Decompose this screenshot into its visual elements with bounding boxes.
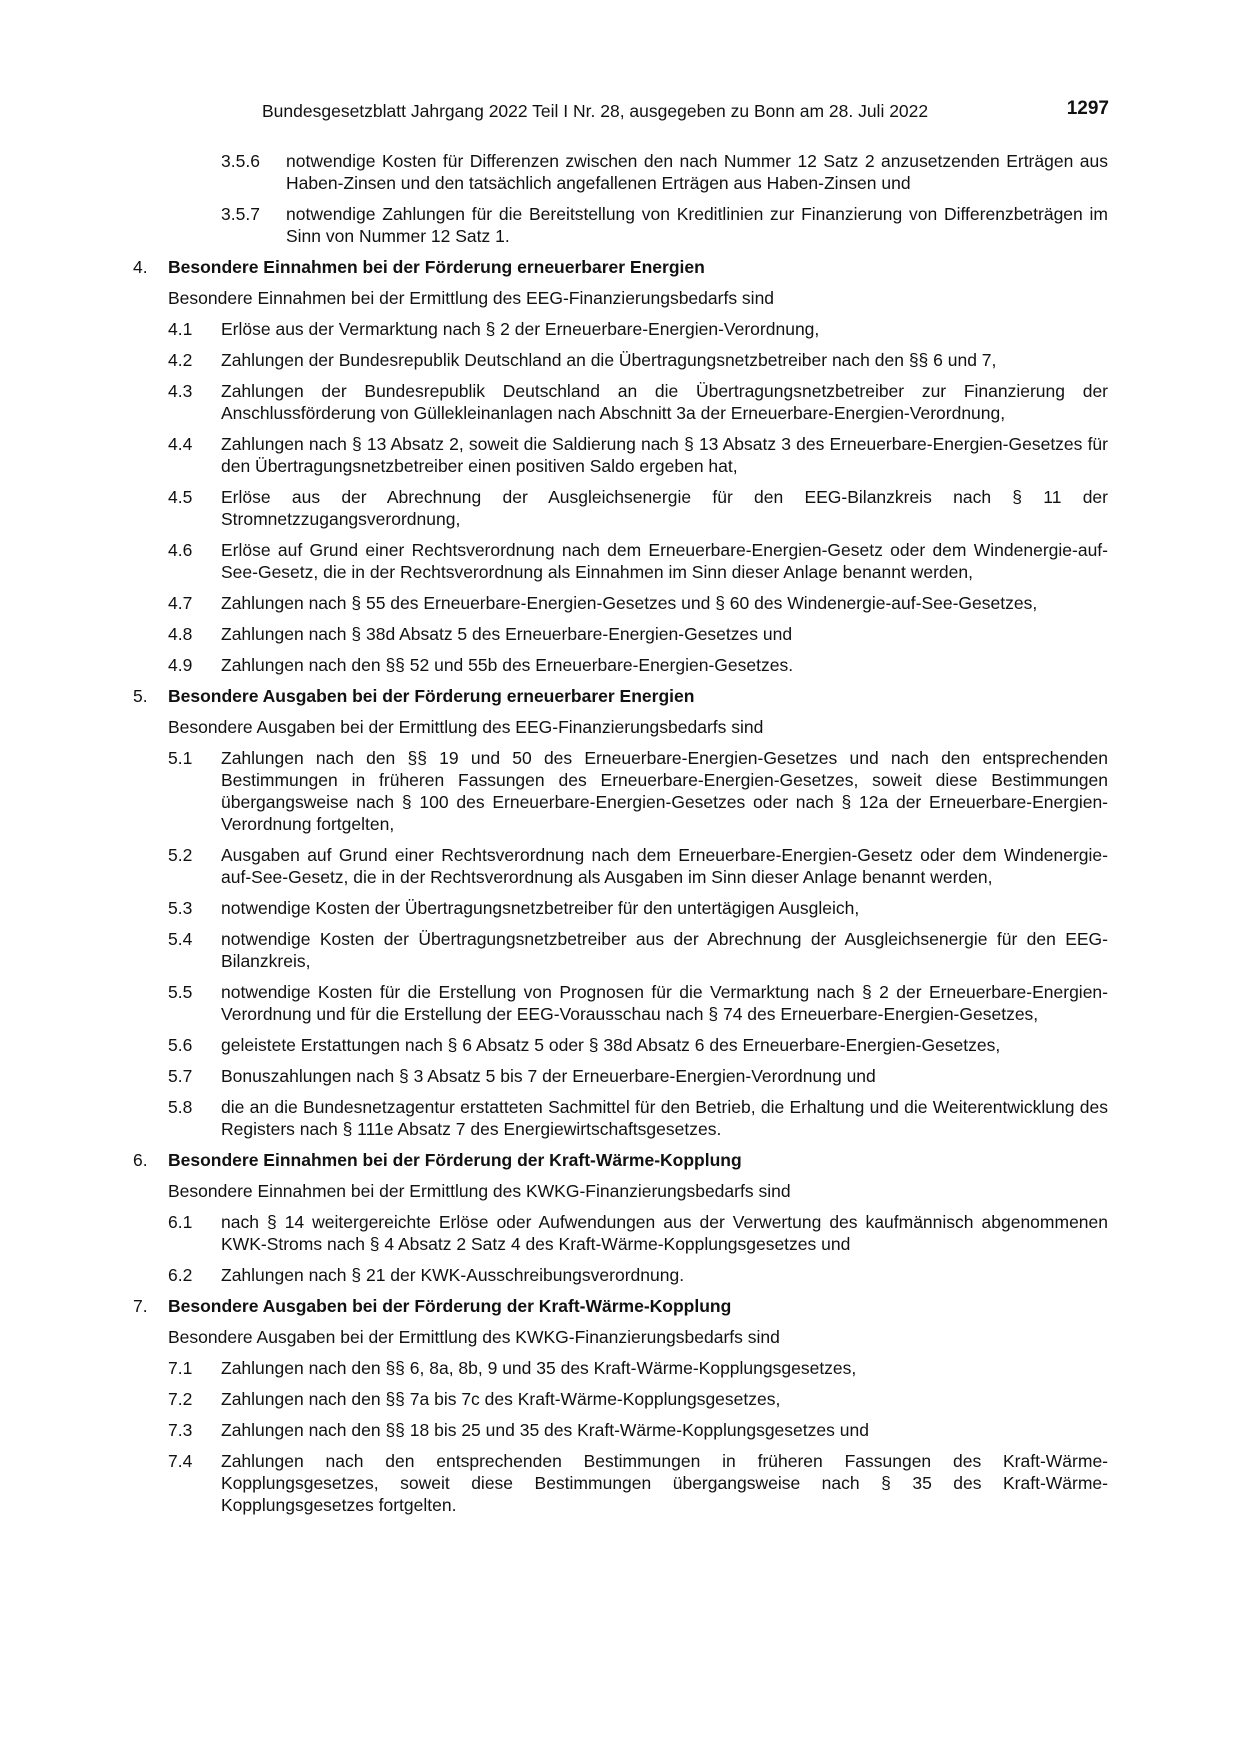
list-item: [0, 654, 1241, 676]
item-number: 4.4: [168, 434, 193, 454]
section-intro: Besondere Einnahmen bei der Ermittlung des EEG-Finanzierungsbedarfs sind: [168, 288, 775, 308]
item-text: notwendige Kosten für die Erstellung von Prognosen für die Vermarktung nach § 2 der Erneuerbare-Energien-Verordnung und für die Erstellung der EEG-Vorausschau nach § 74 des Erneuerbare-Energien-Gesetzes,: [221, 982, 1108, 1024]
item-number: 4.1: [168, 319, 193, 339]
section-number: 5.: [133, 686, 148, 706]
item-text: Zahlungen nach § 38d Absatz 5 des Erneuerbare-Energien-Gesetzes und: [221, 624, 793, 644]
section-4: [0, 256, 1241, 676]
item-number: 5.1: [168, 748, 193, 768]
item-number: 4.9: [168, 655, 193, 675]
section-intro: Besondere Ausgaben bei der Ermittlung des KWKG-Finanzierungsbedarfs sind: [168, 1327, 780, 1347]
list-item: [0, 1388, 1241, 1410]
item-text: Erlöse aus der Vermarktung nach § 2 der Erneuerbare-Energien-Verordnung,: [221, 319, 820, 339]
list-item: [0, 1065, 1241, 1087]
list-item: [0, 928, 1241, 972]
list-item: [0, 981, 1241, 1025]
item-text: Bonuszahlungen nach § 3 Absatz 5 bis 7 der Erneuerbare-Energien-Verordnung und: [221, 1066, 876, 1086]
section-heading: [0, 685, 1241, 707]
item-number: 7.2: [168, 1389, 193, 1409]
item-text: geleistete Erstattungen nach § 6 Absatz 5 oder § 38d Absatz 6 des Erneuerbare-Energien-Gesetzes,: [221, 1035, 1001, 1055]
item-number: 5.6: [168, 1035, 193, 1055]
section-5: [0, 685, 1241, 1140]
section-intro: Besondere Ausgaben bei der Ermittlung des EEG-Finanzierungsbedarfs sind: [168, 717, 764, 737]
list-item: [0, 318, 1241, 340]
list-item: [0, 747, 1241, 835]
item-number: 4.3: [168, 381, 193, 401]
list-item: [0, 203, 1241, 247]
item-text: Zahlungen nach den §§ 18 bis 25 und 35 des Kraft-Wärme-Kopplungsgesetzes und: [221, 1420, 869, 1440]
item-number: 7.1: [168, 1358, 193, 1378]
item-number: 4.7: [168, 593, 193, 613]
page-header: [0, 99, 1241, 123]
list-item: [0, 1211, 1241, 1255]
item-number: 4.5: [168, 487, 193, 507]
item-text: notwendige Zahlungen für die Bereitstellung von Kreditlinien zur Finanzierung von Differenzbeträgen im Sinn von Nummer 12 Satz 1.: [286, 204, 1108, 246]
item-text: Zahlungen nach den §§ 7a bis 7c des Kraft-Wärme-Kopplungsgesetzes,: [221, 1389, 781, 1409]
header-title: Bundesgesetzblatt Jahrgang 2022 Teil I Nr. 28, ausgegeben zu Bonn am 28. Juli 2022: [262, 101, 929, 121]
item-text: Zahlungen der Bundesrepublik Deutschland an die Übertragungsnetzbetreiber zur Finanzierung der Anschlussförderung von Güllekleinanlagen nach Abschnitt 3a der Erneuerbare-Energien-Verordnung,: [221, 381, 1108, 423]
list-item: [0, 897, 1241, 919]
section-heading: [0, 256, 1241, 278]
item-text: Zahlungen nach den §§ 19 und 50 des Erneuerbare-Energien-Gesetzes und nach den entsprechenden Bestimmungen in früheren Fassungen des Erneuerbare-Energien-Gesetzes, soweit diese Bestimmungen übergangsweise nach § 100 des Erneuerbare-Energien-Gesetzes oder nach § 12a der Erneuerbare-Energien-Verordnung fortgelten,: [221, 748, 1108, 834]
sections: [0, 256, 1241, 1516]
section-title: Besondere Ausgaben bei der Förderung erneuerbarer Energien: [168, 686, 695, 706]
item-number: 4.2: [168, 350, 193, 370]
pre-items: [0, 150, 1241, 247]
item-text: nach § 14 weitergereichte Erlöse oder Aufwendungen aus der Verwertung des kaufmännisch abgenommenen KWK-Stroms nach § 4 Absatz 2 Satz 4 des Kraft-Wärme-Kopplungsgesetzes und: [221, 1212, 1108, 1254]
item-text: Zahlungen nach § 55 des Erneuerbare-Energien-Gesetzes und § 60 des Windenergie-auf-See-Gesetzes,: [221, 593, 1038, 613]
list-item: [0, 380, 1241, 424]
list-item: [0, 150, 1241, 194]
item-number: 7.4: [168, 1451, 193, 1471]
item-number: 5.7: [168, 1066, 193, 1086]
item-text: Zahlungen nach den §§ 52 und 55b des Erneuerbare-Energien-Gesetzes.: [221, 655, 794, 675]
list-item: [0, 592, 1241, 614]
section-heading: [0, 1149, 1241, 1171]
item-number: 4.6: [168, 540, 193, 560]
document-body: [0, 150, 1241, 1525]
item-text: die an die Bundesnetzagentur erstatteten Sachmittel für den Betrieb, die Erhaltung und die Weiterentwicklung des Registers nach § 111e Absatz 7 des Energiewirtschaftsgesetzes.: [221, 1097, 1108, 1139]
section-number: 4.: [133, 257, 148, 277]
section-number: 6.: [133, 1150, 148, 1170]
item-number: 7.3: [168, 1420, 193, 1440]
item-text: Zahlungen nach § 13 Absatz 2, soweit die Saldierung nach § 13 Absatz 3 des Erneuerbare-Energien-Gesetzes für den Übertragungsnetzbetreiber einen positiven Saldo ergeben hat,: [221, 434, 1108, 476]
list-item: [0, 1034, 1241, 1056]
page-number: 1297: [1066, 98, 1109, 119]
item-number: 5.2: [168, 845, 193, 865]
section-6: [0, 1149, 1241, 1286]
section-heading: [0, 1295, 1241, 1317]
item-number: 4.8: [168, 624, 193, 644]
section-title: Besondere Einnahmen bei der Förderung erneuerbarer Energien: [168, 257, 705, 277]
list-item: [0, 1419, 1241, 1441]
item-number: 5.5: [168, 982, 193, 1002]
item-text: notwendige Kosten der Übertragungsnetzbetreiber aus der Abrechnung der Ausgleichsenergie für den EEG-Bilanzkreis,: [221, 929, 1108, 971]
list-item: [0, 349, 1241, 371]
list-item: [0, 486, 1241, 530]
item-text: Zahlungen nach den entsprechenden Bestimmungen in früheren Fassungen des Kraft-Wärme-Kopplungsgesetzes, soweit diese Bestimmungen übergangsweise nach § 35 des Kraft-Wärme-Kopplungsgesetzes fortgelten.: [221, 1451, 1108, 1515]
item-text: Zahlungen nach den §§ 6, 8a, 8b, 9 und 35 des Kraft-Wärme-Kopplungsgesetzes,: [221, 1358, 857, 1378]
item-number: 3.5.7: [221, 204, 260, 224]
item-text: Ausgaben auf Grund einer Rechtsverordnung nach dem Erneuerbare-Energien-Gesetz oder dem Windenergie-auf-See-Gesetz, die in der Rechtsverordnung als Ausgaben im Sinn dieser Anlage benannt werden,: [221, 845, 1108, 887]
item-text: Zahlungen nach § 21 der KWK-Ausschreibungsverordnung.: [221, 1265, 685, 1285]
item-number: 5.4: [168, 929, 193, 949]
list-item: [0, 1450, 1241, 1516]
section-number: 7.: [133, 1296, 148, 1316]
item-number: 6.2: [168, 1265, 193, 1285]
section-intro: Besondere Einnahmen bei der Ermittlung des KWKG-Finanzierungsbedarfs sind: [168, 1181, 791, 1201]
list-item: [0, 1357, 1241, 1379]
item-text: Erlöse aus der Abrechnung der Ausgleichsenergie für den EEG-Bilanzkreis nach § 11 der Stromnetzzugangsverordnung,: [221, 487, 1108, 529]
list-item: [0, 1264, 1241, 1286]
section-7: [0, 1295, 1241, 1516]
list-item: [0, 539, 1241, 583]
item-number: 3.5.6: [221, 151, 260, 171]
list-item: [0, 433, 1241, 477]
item-number: 5.3: [168, 898, 193, 918]
item-text: Erlöse auf Grund einer Rechtsverordnung nach dem Erneuerbare-Energien-Gesetz oder dem Windenergie-auf-See-Gesetz, die in der Rechtsverordnung als Einnahmen im Sinn dieser Anlage benannt werden,: [221, 540, 1108, 582]
item-number: 5.8: [168, 1097, 193, 1117]
item-text: Zahlungen der Bundesrepublik Deutschland an die Übertragungsnetzbetreiber nach den §§ 6 und 7,: [221, 350, 997, 370]
list-item: [0, 1096, 1241, 1140]
item-text: notwendige Kosten der Übertragungsnetzbetreiber für den untertägigen Ausgleich,: [221, 898, 860, 918]
item-number: 6.1: [168, 1212, 193, 1232]
list-item: [0, 844, 1241, 888]
section-title: Besondere Ausgaben bei der Förderung der Kraft-Wärme-Kopplung: [168, 1296, 732, 1316]
section-title: Besondere Einnahmen bei der Förderung der Kraft-Wärme-Kopplung: [168, 1150, 742, 1170]
item-text: notwendige Kosten für Differenzen zwischen den nach Nummer 12 Satz 2 anzusetzenden Erträgen aus Haben-Zinsen und den tatsächlich angefallenen Erträgen aus Haben-Zinsen und: [286, 151, 1108, 193]
list-item: [0, 623, 1241, 645]
